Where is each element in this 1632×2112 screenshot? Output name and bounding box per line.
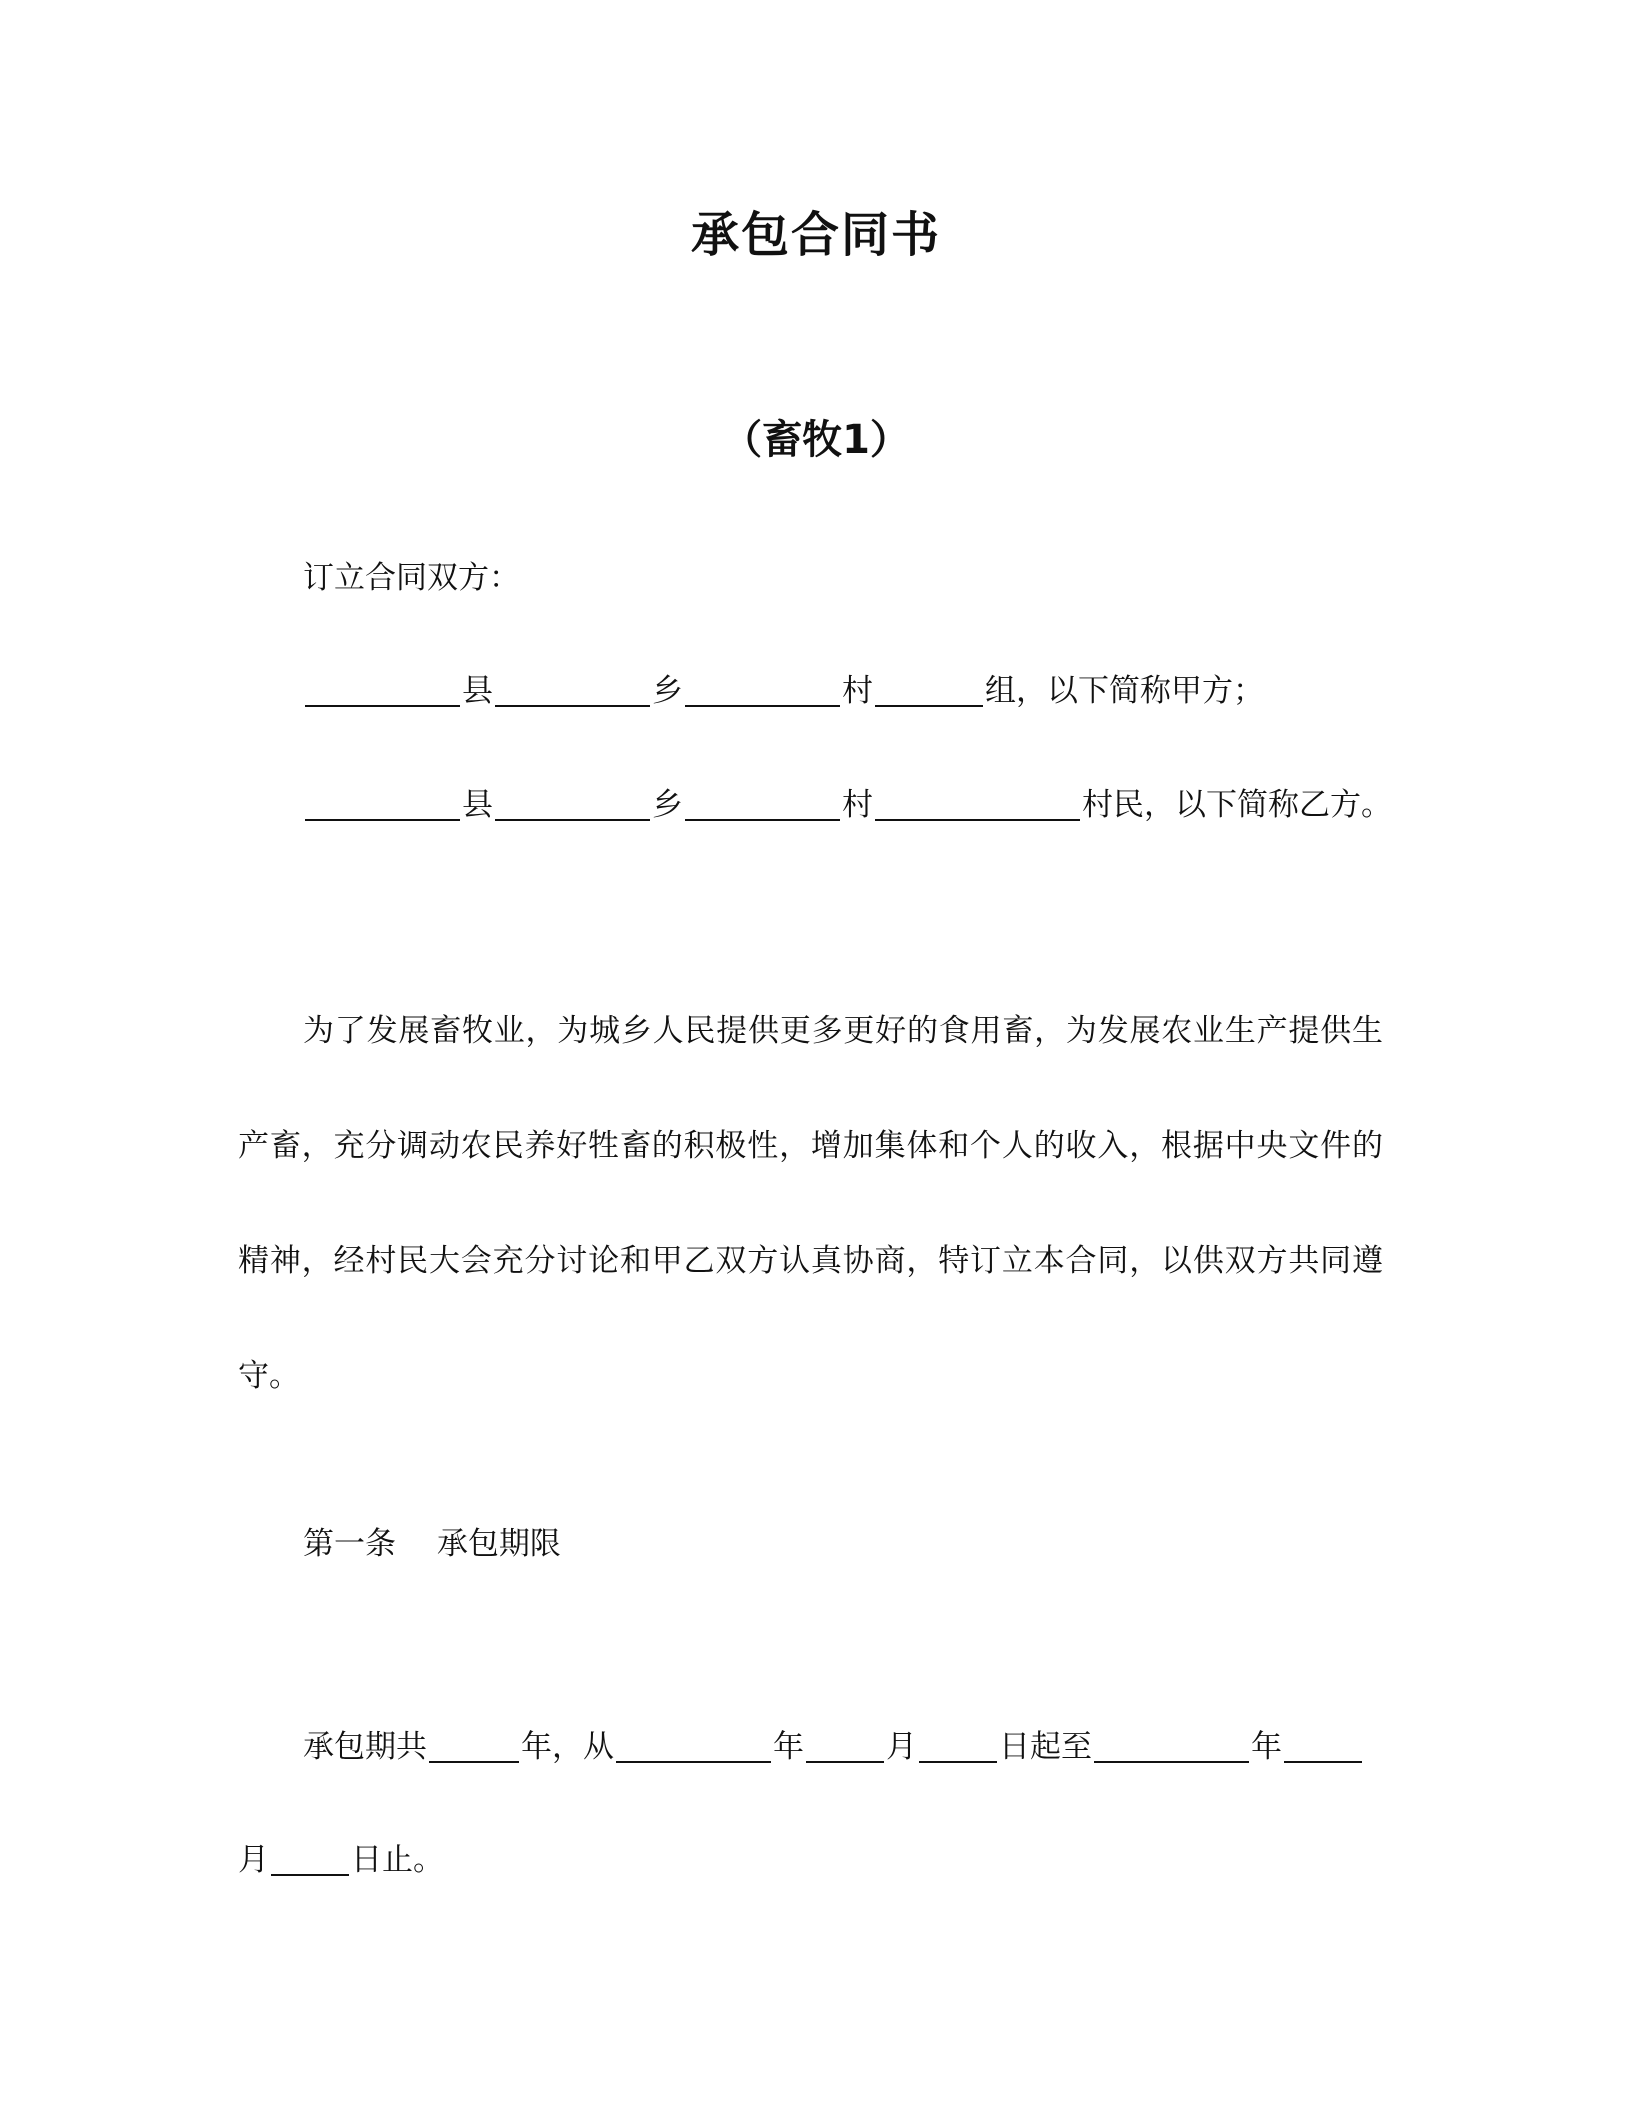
- term-line-1: [303, 1725, 1364, 1769]
- term-text: 月: [886, 1729, 917, 1765]
- blank-field: [616, 1731, 771, 1763]
- blank-field: [1284, 1731, 1362, 1763]
- blank-field: [305, 789, 460, 821]
- blank-field: [875, 789, 1080, 821]
- party-a-suffix: 组，以下简称甲方；: [985, 673, 1264, 709]
- term-line-2: [238, 1838, 444, 1882]
- preamble-paragraph: 为了发展畜牧业，为城乡人民提供更多更好的食用畜，为发展农业生产提供生产畜，充分调动农民养好牲畜的积极性，增加集体和个人的收入，根据中央文件的精神，经村民大会充分讨论和甲乙双方认真协商，特订立本合同，以供双方共同遵守。: [238, 1013, 1383, 1394]
- blank-field: [875, 675, 983, 707]
- term-text: 日止。: [351, 1842, 444, 1878]
- blank-field: [1094, 1731, 1249, 1763]
- village-label: 村: [842, 673, 873, 709]
- term-text: 承包期共: [303, 1729, 427, 1765]
- blank-field: [305, 675, 460, 707]
- term-text: 月: [238, 1842, 269, 1878]
- term-text: 年: [1251, 1729, 1282, 1765]
- township-label: 乡: [652, 673, 683, 709]
- term-text: 年，从: [521, 1729, 614, 1765]
- village-label: 村: [842, 787, 873, 823]
- township-label: 乡: [652, 787, 683, 823]
- blank-field: [806, 1731, 884, 1763]
- party-b-suffix: 村民，以下简称乙方。: [1082, 787, 1392, 823]
- article-1-heading: 第一条 承包期限: [303, 1526, 561, 1562]
- blank-field: [429, 1731, 519, 1763]
- blank-field: [495, 789, 650, 821]
- blank-field: [685, 789, 840, 821]
- party-b-line: [303, 783, 1392, 827]
- county-label: 县: [462, 787, 493, 823]
- page-title: 承包合同书: [690, 207, 941, 263]
- blank-field: [919, 1731, 997, 1763]
- blank-field: [271, 1844, 349, 1876]
- blank-field: [495, 675, 650, 707]
- term-text: 日起至: [999, 1729, 1092, 1765]
- blank-field: [685, 675, 840, 707]
- page-subtitle: （畜牧1）: [722, 417, 910, 463]
- county-label: 县: [462, 673, 493, 709]
- term-text: 年: [773, 1729, 804, 1765]
- party-a-line: [303, 669, 1264, 713]
- parties-heading: 订立合同双方：: [303, 560, 520, 596]
